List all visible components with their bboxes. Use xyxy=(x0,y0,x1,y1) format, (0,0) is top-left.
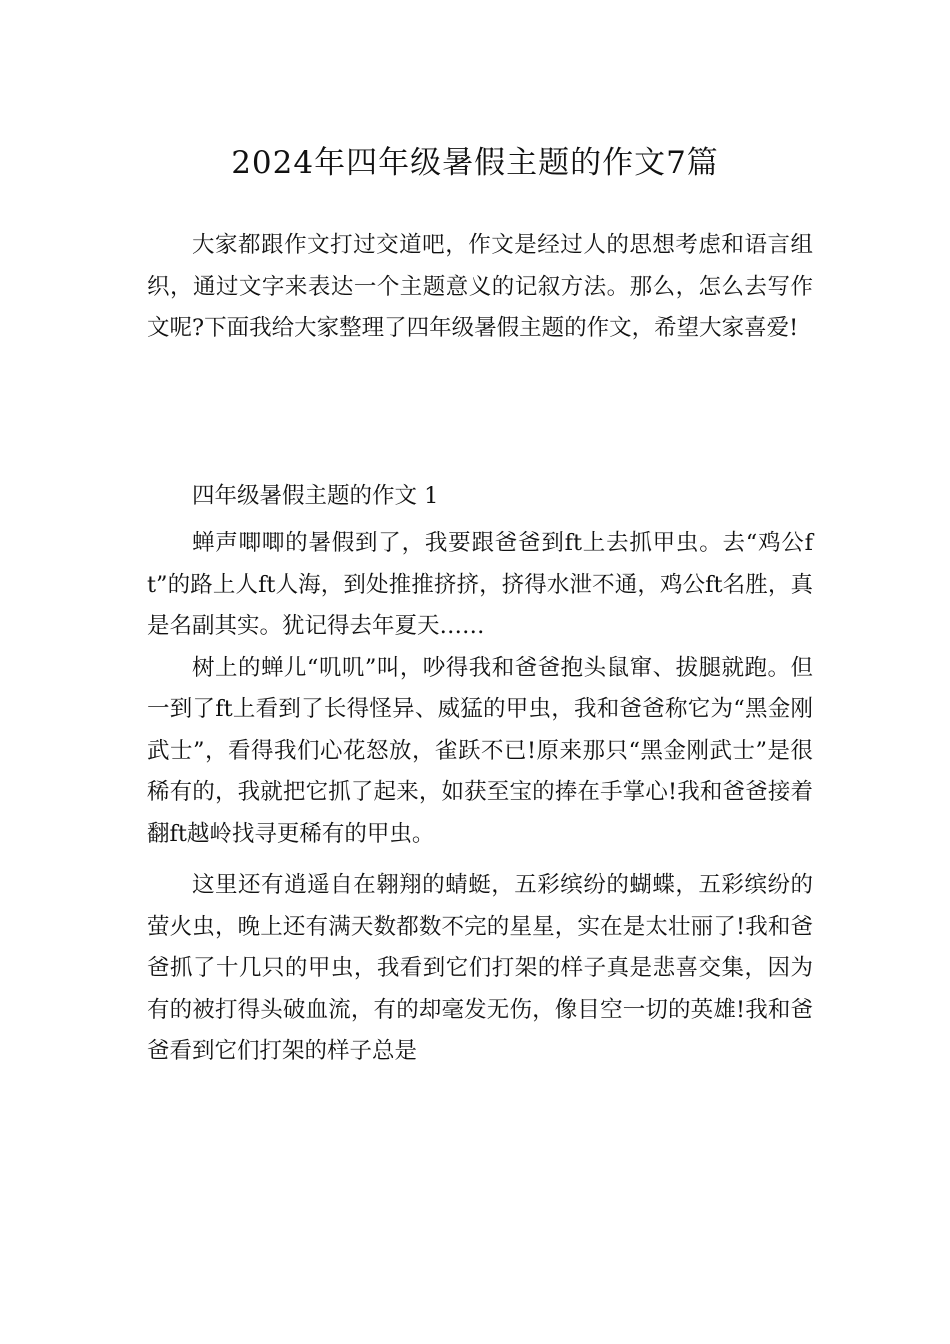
section-heading: 四年级暑假主题的作文 1 xyxy=(192,483,439,509)
intro-paragraph: 大家都跟作文打过交道吧，作文是经过人的思想考虑和语言组织，通过文字来表达一个主题意义的记叙方法。那么，怎么去写作文呢?下面我给大家整理了四年级暑假主题的作文，希望大家喜爱! xyxy=(147,232,813,341)
document-title: 2024年四年级暑假主题的作文7篇 xyxy=(231,145,719,181)
intro-block xyxy=(147,225,813,350)
essay-paragraph-3: 这里还有逍遥自在翱翔的蜻蜓，五彩缤纷的蝴蝶，五彩缤纷的萤火虫，晚上还有满天数都数不完的星星，实在是太壮丽了!我和爸爸抓了十几只的甲虫，我看到它们打架的样子真是悲喜交集，因为有的被打得头破血流，有的却毫发无伤，像目空一切的英雄!我和爸爸看到它们打架的样子总是 xyxy=(147,872,813,1064)
paragraph-gap xyxy=(147,855,813,865)
essay-block xyxy=(147,470,813,1073)
essay-paragraph-1: 蝉声唧唧的暑假到了，我要跟爸爸到ft上去抓甲虫。去“鸡公ft”的路上人ft人海，到处推推挤挤，挤得水泄不通，鸡公ft名胜，真是名副其实。犹记得去年夏天…… xyxy=(147,530,813,639)
essay-paragraph-2: 树上的蝉儿“叽叽”叫，吵得我和爸爸抱头鼠窜、拔腿就跑。但一到了ft上看到了长得怪异、威猛的甲虫，我和爸爸称它为“黑金刚武士”，看得我们心花怒放，雀跃不已!原来那只“黑金刚武士”是很稀有的，我就把它抓了起来，如获至宝的捧在手掌心!我和爸爸接着翻ft越岭找寻更稀有的甲虫。 xyxy=(147,654,813,847)
